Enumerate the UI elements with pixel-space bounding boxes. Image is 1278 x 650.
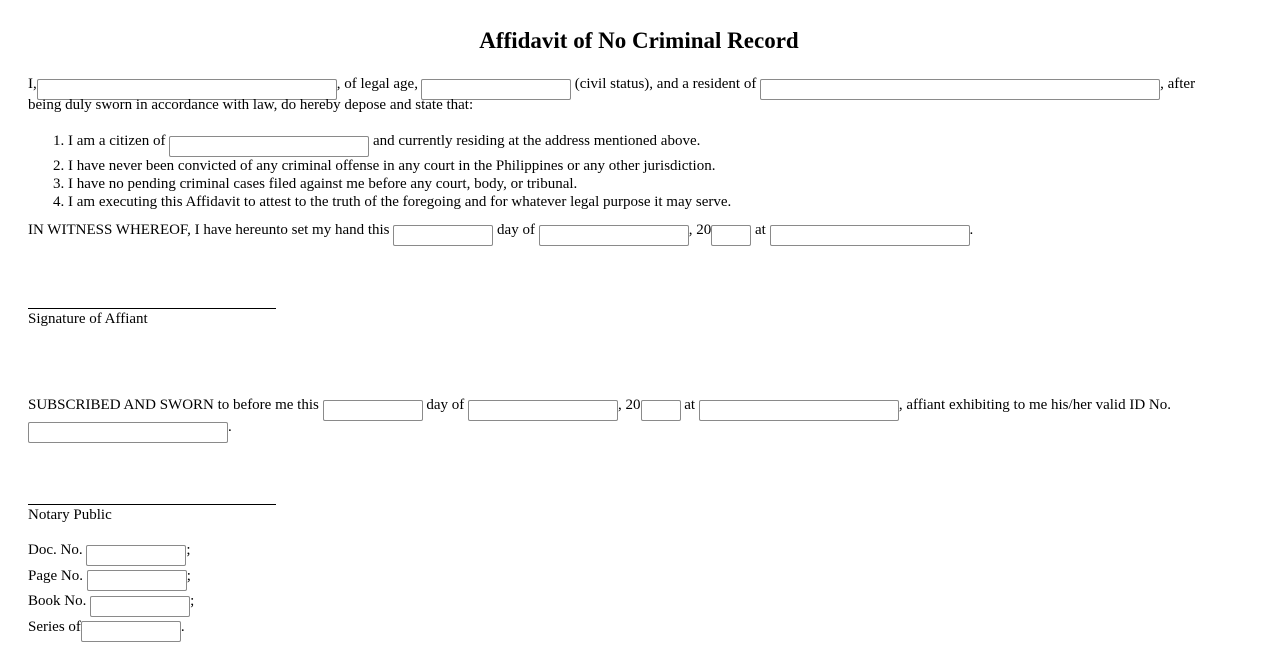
sworn-at: at xyxy=(680,397,699,413)
book-no-label: Book No. xyxy=(28,593,87,609)
book-no-input[interactable] xyxy=(90,596,190,617)
witness-end: . xyxy=(969,222,974,238)
sworn-prefix: SUBSCRIBED AND SWORN to before me this xyxy=(28,397,323,413)
sworn-year-prefix: , 20 xyxy=(618,397,641,413)
series-of-row xyxy=(28,617,194,643)
notary-public-label: Notary Public xyxy=(28,507,112,523)
page-no-input[interactable] xyxy=(87,570,187,591)
sworn-place-input[interactable] xyxy=(699,400,899,421)
series-of-period: . xyxy=(180,618,185,635)
statement-item: 3. I have no pending criminal cases filed against me before any court, body, or tribunal. xyxy=(68,175,1218,193)
intro-line-2: being duly sworn in accordance with law, do hereby depose and state that: xyxy=(28,97,474,113)
sworn-end: . xyxy=(228,419,232,435)
series-of-input[interactable] xyxy=(81,621,181,642)
witness-at: at xyxy=(751,222,770,238)
statement-1-prefix: I am a citizen of xyxy=(68,133,170,149)
notary-signature-line xyxy=(28,504,276,505)
sworn-id-text: , affiant exhibiting to me his/her valid ID No. xyxy=(898,397,1171,413)
witness-prefix: IN WITNESS WHEREOF, I have hereunto set my hand this xyxy=(28,222,394,238)
document-title: Affidavit of No Criminal Record xyxy=(479,28,799,53)
sworn-month-input[interactable] xyxy=(468,400,618,421)
witness-year-input[interactable] xyxy=(711,225,751,246)
witness-month-input[interactable] xyxy=(539,225,689,246)
notarial-register xyxy=(28,540,194,642)
intro-prefix: I, xyxy=(28,76,37,92)
statement-item: 4. I am executing this Affidavit to attest to the truth of the foregoing and for whatever legal purpose it may serve. xyxy=(68,193,1218,211)
book-no-semicolon: ; xyxy=(190,593,195,609)
doc-no-row xyxy=(28,540,194,566)
doc-no-semicolon: ; xyxy=(186,542,191,558)
citizenship-input[interactable] xyxy=(169,136,369,157)
sworn-day-input[interactable] xyxy=(323,400,423,421)
page-no-row xyxy=(28,566,194,592)
witness-line xyxy=(28,221,973,246)
sworn-line xyxy=(28,396,1171,421)
witness-year-prefix: , 20 xyxy=(688,222,712,238)
witness-day-of: day of xyxy=(493,222,539,238)
affiant-signature-label: Signature of Affiant xyxy=(28,311,148,327)
residence-input[interactable] xyxy=(760,79,1160,100)
statement-1-suffix: and currently residing at the address mentioned above. xyxy=(369,133,701,149)
statements-list xyxy=(28,130,1218,211)
sworn-year-input[interactable] xyxy=(641,400,681,421)
doc-no-input[interactable] xyxy=(86,545,186,566)
book-no-row xyxy=(28,591,194,617)
sworn-day-of: day of xyxy=(422,397,468,413)
doc-no-label: Doc. No. xyxy=(28,542,83,558)
intro-after-name: , of legal age, xyxy=(336,76,418,92)
page-no-semicolon: ; xyxy=(186,567,191,584)
id-number-input[interactable] xyxy=(28,422,228,443)
affiant-signature-line xyxy=(28,308,276,309)
page-no-label: Page No. xyxy=(28,567,83,584)
witness-place-input[interactable] xyxy=(770,225,970,246)
intro-after-status: (civil status), and a resident of xyxy=(570,76,761,92)
statement-item: 2. I have never been convicted of any criminal offense in any court in the Philippines or any other jurisdiction. xyxy=(68,157,1218,175)
witness-day-input[interactable] xyxy=(393,225,493,246)
intro-after-residence: , after xyxy=(1160,76,1196,92)
sworn-line-2 xyxy=(28,418,232,443)
series-of-label: Series of xyxy=(28,618,81,635)
statement-item xyxy=(68,130,1218,157)
